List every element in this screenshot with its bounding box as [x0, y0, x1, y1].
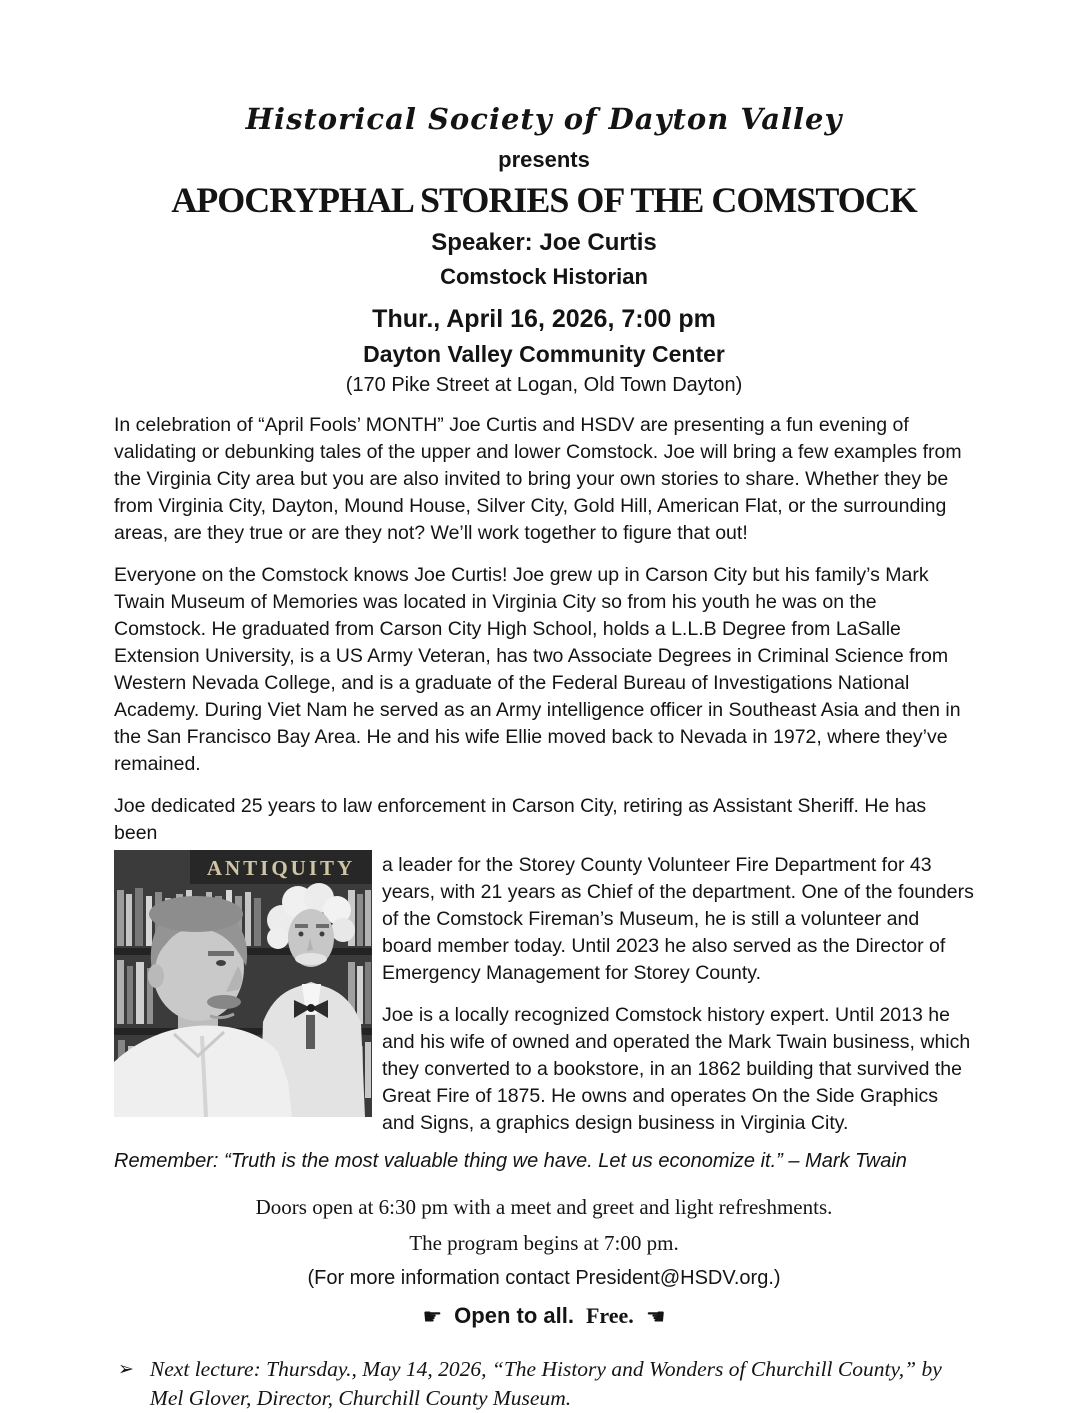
antiquity-sign-text: ANTIQUITY	[206, 856, 356, 880]
bio-paragraph-2: Joe is a locally recognized Comstock history expert. Until 2013 he and his wife of owned and operated the Mark Twain business, which they converted to a bookstore, in an 1862 building that survived the Great Fire of 1875. He owns and operates On the Side Graphics and Signs, a graphics design business in Virginia City.	[382, 1004, 971, 1134]
next-lecture-text: Next lecture: Thursday., May 14, 2026, “The History and Wonders of Churchill County,” by Mel Glover, Director, Churchill County Museum.	[149, 1357, 942, 1410]
event-datetime: Thur., April 16, 2026, 7:00 pm	[372, 305, 716, 333]
free-label: Free.	[585, 1303, 634, 1328]
speaker-role: Comstock Historian	[440, 264, 648, 289]
venue-name: Dayton Valley Community Center	[363, 341, 725, 367]
speaker-photo-image	[114, 850, 372, 1117]
bio-lead-paragraph: Joe dedicated 25 years to law enforcement in Carson City, retiring as Assistant Sheriff. He has been	[114, 795, 927, 844]
open-free-line	[114, 1303, 974, 1330]
bio-text-column	[382, 850, 974, 1137]
open-to-all-label: Open to all.	[454, 1303, 574, 1328]
twain-quote: Remember: “Truth is the most valuable thing we have. Let us economize it.” – Mark Twain	[114, 1150, 907, 1172]
presents-label: presents	[498, 147, 590, 172]
right-pointing-hand-icon: ☛	[422, 1305, 443, 1330]
society-name: Historical Society of Dayton Valley	[245, 102, 843, 136]
contact-line: (For more information contact President@HSDV.org.)	[307, 1267, 781, 1289]
event-title: APOCRYPHAL STORIES OF THE COMSTOCK	[171, 180, 917, 220]
venue-address: (170 Pike Street at Logan, Old Town Dayton)	[345, 374, 743, 396]
speaker-line: Speaker: Joe Curtis	[431, 229, 657, 256]
speaker-photo	[114, 850, 372, 1117]
bio-paragraph-1: a leader for the Storey County Volunteer Fire Department for 43 years, with 21 years as Chief of the department. One of the founders of the Comstock Fireman’s Museum, he is still a volunteer and board member today. Until 2023 he also served as the Director of Emergency Management for Storey County.	[382, 854, 974, 984]
next-lecture-item	[114, 1355, 974, 1413]
left-pointing-hand-icon: ☚	[645, 1305, 666, 1330]
history-paragraph: Everyone on the Comstock knows Joe Curtis! Joe grew up in Carson City but his family’s Mark Twain Museum of Memories was located in Virginia City so from his youth he was on the Comstock. He graduated from Carson City High School, holds a L.L.B Degree from LaSalle Extension University, is a US Army Veteran, has two Associate Degrees in Criminal Science from Western Nevada College, and is a graduate of the Federal Bureau of Investigations National Academy. During Viet Nam he served as an Army intelligence officer in Southeast Asia and then in the San Francisco Bay Area. He and his wife Ellie moved back to Nevada in 1972, where they’ve remained.	[114, 564, 961, 775]
bio-section	[114, 850, 974, 1137]
arrow-bullet-icon: ➢	[118, 1358, 134, 1380]
doors-open-line: Doors open at 6:30 pm with a meet and greet and light refreshments.	[255, 1195, 833, 1219]
program-line: The program begins at 7:00 pm.	[409, 1231, 679, 1255]
intro-paragraph: In celebration of “April Fools’ MONTH” Joe Curtis and HSDV are presenting a fun evening of validating or debunking tales of the upper and lower Comstock. Joe will bring a few examples from the Virginia City area but you are also invited to bring your own stories to share. Whether they be from Virginia City, Dayton, Mound House, Silver City, Gold Hill, American Flat, or the surrounding areas, are they true or are they not? We’ll work together to figure that out!	[114, 414, 962, 544]
